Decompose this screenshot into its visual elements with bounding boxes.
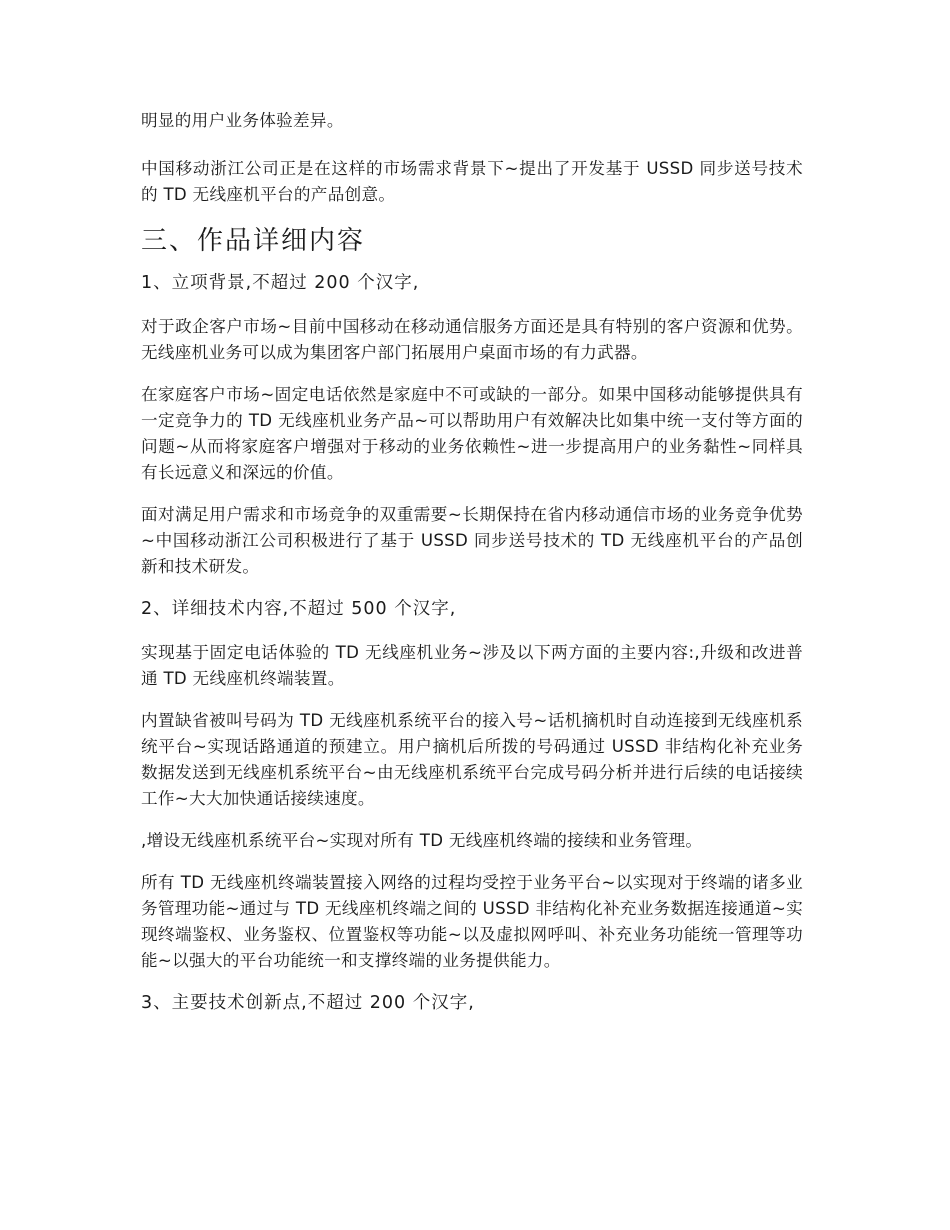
paragraph-intro-end: 明显的用户业务体验差异。: [141, 111, 344, 130]
subheading-innovation: 3、主要技术创新点,不超过 200 个汉字,: [141, 993, 475, 1013]
subheading-background: 1、立项背景,不超过 200 个汉字,: [141, 273, 420, 293]
paragraph-management: 所有 TD 无线座机终端装置接入网络的过程均受控于业务平台~以实现对于终端的诸多业务管理功能~通过与 TD 无线座机终端之间的 USSD 非结构化补充业务数据连接通道~实现终端鉴权、业务鉴权、位置鉴权等功能~以及虚拟网呼叫、补充业务功能统一管理等功能~以强大的平台功能统一和支撑终端的业务提供能力。: [141, 873, 804, 970]
paragraph-product-idea: 中国移动浙江公司正是在这样的市场需求背景下~提出了开发基于 USSD 同步送号技术的 TD 无线座机平台的产品创意。: [141, 159, 803, 204]
paragraph-platform: ,增设无线座机系统平台~实现对所有 TD 无线座机终端的接续和业务管理。: [141, 831, 703, 850]
subheading-tech-details: 2、详细技术内容,不超过 500 个汉字,: [141, 599, 457, 619]
paragraph-enterprise-market: 对于政企客户市场~目前中国移动在移动通信服务方面还是具有特别的客户资源和优势。无线座机业务可以成为集团客户部门拓展用户桌面市场的有力武器。: [141, 317, 803, 362]
document-page: [141, 108, 803, 1034]
paragraph-default-number: 内置缺省被叫号码为 TD 无线座机系统平台的接入号~话机摘机时自动连接到无线座机系统平台~实现话路通道的预建立。用户摘机后所拨的号码通过 USSD 非结构化补充业务数据发送到无线座机系统平台~由无线座机系统平台完成号码分析并进行后续的电话接续工作~大大加快通话接续速度。: [141, 711, 803, 808]
paragraph-competition: 面对满足用户需求和市场竞争的双重需要~长期保持在省内移动通信市场的业务竞争优势~中国移动浙江公司积极进行了基于 USSD 同步送号技术的 TD 无线座机平台的产品创新和技术研发。: [141, 505, 803, 576]
paragraph-home-market: 在家庭客户市场~固定电话依然是家庭中不可或缺的一部分。如果中国移动能够提供具有一定竞争力的 TD 无线座机业务产品~可以帮助用户有效解决比如集中统一支付等方面的问题~从而将家庭客户增强对于移动的业务依赖性~进一步提高用户的业务黏性~同样具有长远意义和深远的价值。: [141, 385, 803, 482]
section-heading-3: 三、作品详细内容: [141, 226, 366, 256]
paragraph-terminal-upgrade: 实现基于固定电话体验的 TD 无线座机业务~涉及以下两方面的主要内容:,升级和改进普通 TD 无线座机终端装置。: [141, 643, 803, 688]
